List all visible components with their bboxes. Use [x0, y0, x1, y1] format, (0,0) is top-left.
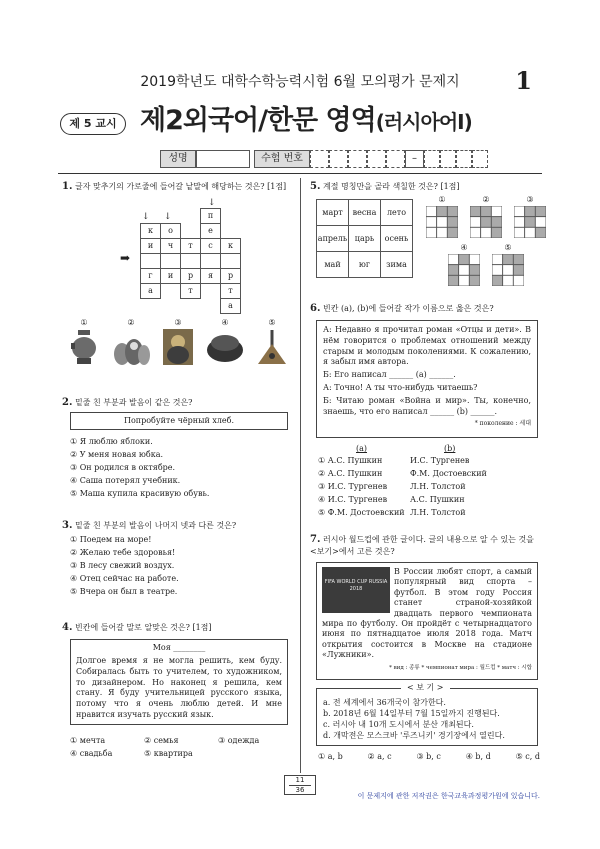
grid-cell [141, 254, 161, 269]
crossword-grid [140, 208, 241, 314]
word-cell: зима [381, 252, 413, 278]
q3-option[interactable]: ① Поедем на море! [70, 535, 152, 544]
option-number: ④ [221, 318, 229, 327]
q1-number: 1. [62, 181, 73, 192]
grid-cell: е [201, 224, 221, 239]
exam-digit [367, 150, 386, 168]
option-number: ⑤ [504, 243, 512, 252]
q5-text: 계절 명칭만을 골라 색칠한 것은? [1점] [323, 182, 460, 191]
page-total: 36 [295, 786, 305, 794]
q7-option[interactable]: ④ b, d [465, 752, 491, 761]
grid-cell [161, 254, 181, 269]
word-cell: весна [349, 200, 381, 226]
q5-option-grid[interactable] [426, 206, 458, 238]
exam-title: 2019학년도 대학수학능력시험 6월 모의평가 문제지 [140, 74, 460, 90]
q5-option-grid[interactable] [448, 254, 480, 286]
q6-options [318, 456, 538, 521]
q4-option[interactable]: ④ свадьба [70, 749, 113, 758]
q2-number: 2. [62, 397, 73, 408]
grid-cell: о [161, 224, 181, 239]
subject-title [140, 104, 472, 138]
grid-cell: р [181, 269, 201, 284]
exam-number-field[interactable] [310, 150, 424, 168]
option-number: ② [127, 318, 135, 327]
word-cell: царь [349, 226, 381, 252]
q7-prompt [310, 534, 542, 557]
q6-option[interactable] [318, 456, 538, 469]
q4-options [70, 736, 294, 762]
q6-col-a: (a) [356, 444, 368, 453]
q2-option[interactable]: ① Я люблю яблоки. [70, 437, 153, 446]
word-cell: апрель [317, 226, 349, 252]
exam-digit [424, 150, 440, 168]
q7-number: 7. [310, 534, 321, 545]
bogi-box [316, 683, 538, 746]
q5-prompt [310, 181, 542, 194]
grid-cell: п [201, 209, 221, 224]
q3-options [70, 535, 294, 600]
page-current: 11 [289, 776, 311, 786]
header-divider [58, 173, 542, 174]
q1-option[interactable] [203, 318, 247, 369]
option-number: ③ [174, 318, 182, 327]
q1-option[interactable] [109, 318, 153, 369]
grid-cell: т [181, 284, 201, 299]
q4-text: 빈칸에 들어갈 말로 알맞은 것은? [1점] [75, 623, 212, 632]
exam-dash: – [405, 150, 424, 168]
q7-option[interactable]: ② a, c [367, 752, 392, 761]
vocab-note: * поколение : 세대 [474, 420, 531, 428]
exam-number-label: 수험 번호 [254, 150, 310, 168]
session-badge: 제 5 교시 [60, 113, 126, 135]
q4-option[interactable]: ③ одежда [218, 736, 260, 745]
balalaika-icon [251, 328, 293, 366]
bogi-item: a. 전 세계에서 36개국이 참가한다. [323, 698, 446, 707]
grid-cell: ч [161, 239, 181, 254]
grid-cell: к [221, 239, 241, 254]
option-b: Ф.М. Достоевский [410, 469, 487, 478]
name-label: 성명 [160, 150, 196, 168]
q4-option[interactable]: ① мечта [70, 736, 106, 745]
column-divider [300, 178, 301, 773]
q7-text: 러시아 월드컵에 관한 글이다. 글의 내용으로 알 수 있는 것을 <보기>에서 고른 것은? [310, 535, 534, 556]
option-a: ③ И.С. Тургенев [318, 482, 388, 491]
grid-cell: г [141, 269, 161, 284]
q2-text: 밑줄 친 부분과 발음이 같은 것은? [75, 398, 193, 407]
bogi-item: b. 2018년 6월 14일부터 7월 15일까지 진행된다. [323, 709, 500, 718]
option-number: ④ [460, 243, 468, 252]
dialog-line: Б: Его написал ______ (a) ______. [323, 370, 456, 380]
q7-vocab: * вид : 종류 * чемпионат мира : 월드컵 * матч : 시합 [389, 664, 532, 671]
word-cell: март [317, 200, 349, 226]
option-number: ③ [526, 195, 534, 204]
arrow-down-icon: ↓ [142, 212, 150, 222]
grid-cell: а [221, 299, 241, 314]
q7-option[interactable]: ③ b, c [416, 752, 441, 761]
q4-box-text: Долгое время я не могла решить, кем буду. Собиралась быть то учителем, то художником, то дизайнером. Но наконец я решила, кем стану. Я буду учительницей русского языка, потому что я очень люблю детей. И мне нравится изучать русский язык. [76, 656, 282, 719]
q6-number: 6. [310, 303, 321, 314]
exam-digit [348, 150, 367, 168]
grid-cell: т [181, 239, 201, 254]
page-number: 1 [515, 66, 532, 95]
q6-option[interactable] [318, 482, 538, 495]
q4-prompt [62, 622, 294, 635]
q5-number: 5. [310, 181, 321, 192]
word-cell: лето [381, 200, 413, 226]
q3-option[interactable]: ③ В лесу свежий воздух. [70, 561, 175, 570]
name-field[interactable] [196, 150, 250, 168]
q7-passage: В России любят спорт, а самый популярный вид спорта – футбол. В этом году Россия станет страной-хозяйкой двадцать первого чемпионата мира по футболу. Он пройдёт с четырнадцатого июня по пятнадцатое июля 2018 года. Матч открытия состоится в Москве на стадионе «Лужники». [322, 567, 532, 660]
grid-cell: с [201, 239, 221, 254]
grid-cell: и [141, 239, 161, 254]
arrow-down-icon: ↓ [208, 198, 216, 208]
q2-option[interactable]: ③ Он родился в октябре. [70, 463, 176, 472]
q7-passage-box [316, 562, 538, 680]
q2-options [70, 437, 294, 502]
word-cell: май [317, 252, 349, 278]
q4-option[interactable]: ⑤ квартира [144, 749, 193, 758]
exam-digit [386, 150, 405, 168]
dialog-line: Б: Читаю роман «Война и мир». Ты, конечно, знаешь, что его написал ______ (b) ______. [323, 395, 531, 416]
samovar-icon [63, 328, 105, 366]
q5-option-grid[interactable] [492, 254, 524, 286]
matryoshka-icon [110, 328, 152, 366]
q6-col-b: (b) [444, 444, 456, 453]
q6-option[interactable] [318, 508, 538, 521]
dialog-line: А: Недавно я прочитал роман «Отцы и дети». В нём говорится о проблемах отношений между старым и молодым поколениями. К сожалению, я забыл имя автора. [323, 325, 531, 367]
q3-text: 밑줄 친 부분의 발음이 나머지 넷과 다른 것은? [75, 521, 237, 530]
option-number: ① [438, 195, 446, 204]
option-b: Л.Н. Толстой [410, 508, 466, 517]
q6-dialog-box [316, 320, 538, 438]
q2-example-box: Попробуйте чёрный хлеб. [70, 412, 288, 430]
q3-option[interactable]: ④ Отец сейчас на работе. [70, 574, 179, 583]
exam-digit [472, 150, 488, 168]
q2-option[interactable]: ⑤ Маша купила красивую обувь. [70, 489, 210, 498]
grid-cell: к [141, 224, 161, 239]
arrow-right-icon: ➡ [120, 251, 131, 265]
option-number: ② [482, 195, 490, 204]
q5-option-grid[interactable] [514, 206, 546, 238]
bogi-title: < 보 기 > [401, 683, 450, 693]
option-b: А.С. Пушкин [410, 495, 465, 504]
word-cell: осень [381, 226, 413, 252]
q2-prompt [62, 397, 294, 410]
exam-number-field-2[interactable] [424, 150, 488, 168]
q4-option[interactable]: ② семья [144, 736, 179, 745]
q6-text: 빈칸 (a), (b)에 들어갈 작가 이름으로 옳은 것은? [323, 304, 494, 313]
q2-option[interactable]: ④ Саша потерял учебник. [70, 476, 181, 485]
q3-number: 3. [62, 520, 73, 531]
option-a: ① А.С. Пушкин [318, 456, 383, 465]
grid-cell: р [221, 269, 241, 284]
q3-option[interactable]: ⑤ Вчера он был в театре. [70, 587, 178, 596]
q5-word-grid [316, 199, 413, 278]
exam-digit [329, 150, 348, 168]
q6-prompt [310, 303, 542, 316]
q2-option[interactable]: ② У меня новая юбка. [70, 450, 164, 459]
q5-option-grid[interactable] [470, 206, 502, 238]
q4-box-title: Моя ________ [152, 643, 206, 652]
q4-number: 4. [62, 622, 73, 633]
q6-option[interactable] [318, 495, 538, 508]
word-cell: юг [349, 252, 381, 278]
q4-passage-box [70, 639, 288, 725]
bogi-item: d. 개막전은 모스크바 '루즈니키' 경기장에서 열린다. [323, 731, 505, 740]
q1-prompt [62, 181, 294, 194]
grid-cell: а [141, 284, 161, 299]
q1-text: 글자 맞추기의 가로줄에 들어갈 낱말에 해당하는 것은? [1점] [75, 182, 287, 191]
bogi-item: c. 러시아 내 10개 도시에서 분산 개최된다. [323, 720, 474, 729]
logo-text: FIFA WORLD CUP RUSSIA 2018 [324, 579, 388, 592]
dialog-line: А: Точно! А ты что-нибудь читаешь? [323, 382, 478, 392]
grid-cell [181, 254, 201, 269]
grid-cell [201, 254, 221, 269]
option-a: ② А.С. Пушкин [318, 469, 383, 478]
q1-option[interactable] [156, 318, 200, 369]
subject-language: (러시아어Ⅰ) [375, 110, 472, 134]
subject-main: 제2외국어/한문 영역 [140, 105, 376, 136]
option-a: ⑤ Ф.М. Достоевский [318, 508, 405, 517]
q1-option[interactable] [62, 318, 106, 369]
q1-option[interactable] [250, 318, 294, 369]
copyright: 이 문제지에 관한 저작권은 한국교육과정평가원에 있습니다. [357, 792, 540, 800]
option-a: ④ И.С. Тургенев [318, 495, 388, 504]
q7-options [318, 752, 540, 762]
icon-painting-icon [157, 328, 199, 366]
grid-cell: т [221, 284, 241, 299]
grid-cell [221, 254, 241, 269]
exam-digit [310, 150, 329, 168]
option-b: И.С. Тургенев [410, 456, 470, 465]
exam-digit [456, 150, 472, 168]
exam-digit [440, 150, 456, 168]
q7-option[interactable]: ⑤ c, d [515, 752, 540, 761]
q3-option[interactable]: ② Желаю тебе здоровья! [70, 548, 176, 557]
q6-option[interactable] [318, 469, 538, 482]
option-b: Л.Н. Толстой [410, 482, 466, 491]
q3-prompt [62, 520, 294, 533]
option-number: ⑤ [268, 318, 276, 327]
q7-option[interactable]: ① a, b [318, 752, 343, 761]
q1-options [62, 318, 294, 369]
page-indicator [284, 775, 316, 795]
grid-cell: и [161, 269, 181, 284]
ushanka-hat-icon [204, 328, 246, 366]
worldcup-logo [322, 567, 390, 613]
grid-cell: я [201, 269, 221, 284]
arrow-down-icon: ↓ [164, 212, 172, 222]
option-number: ① [80, 318, 88, 327]
